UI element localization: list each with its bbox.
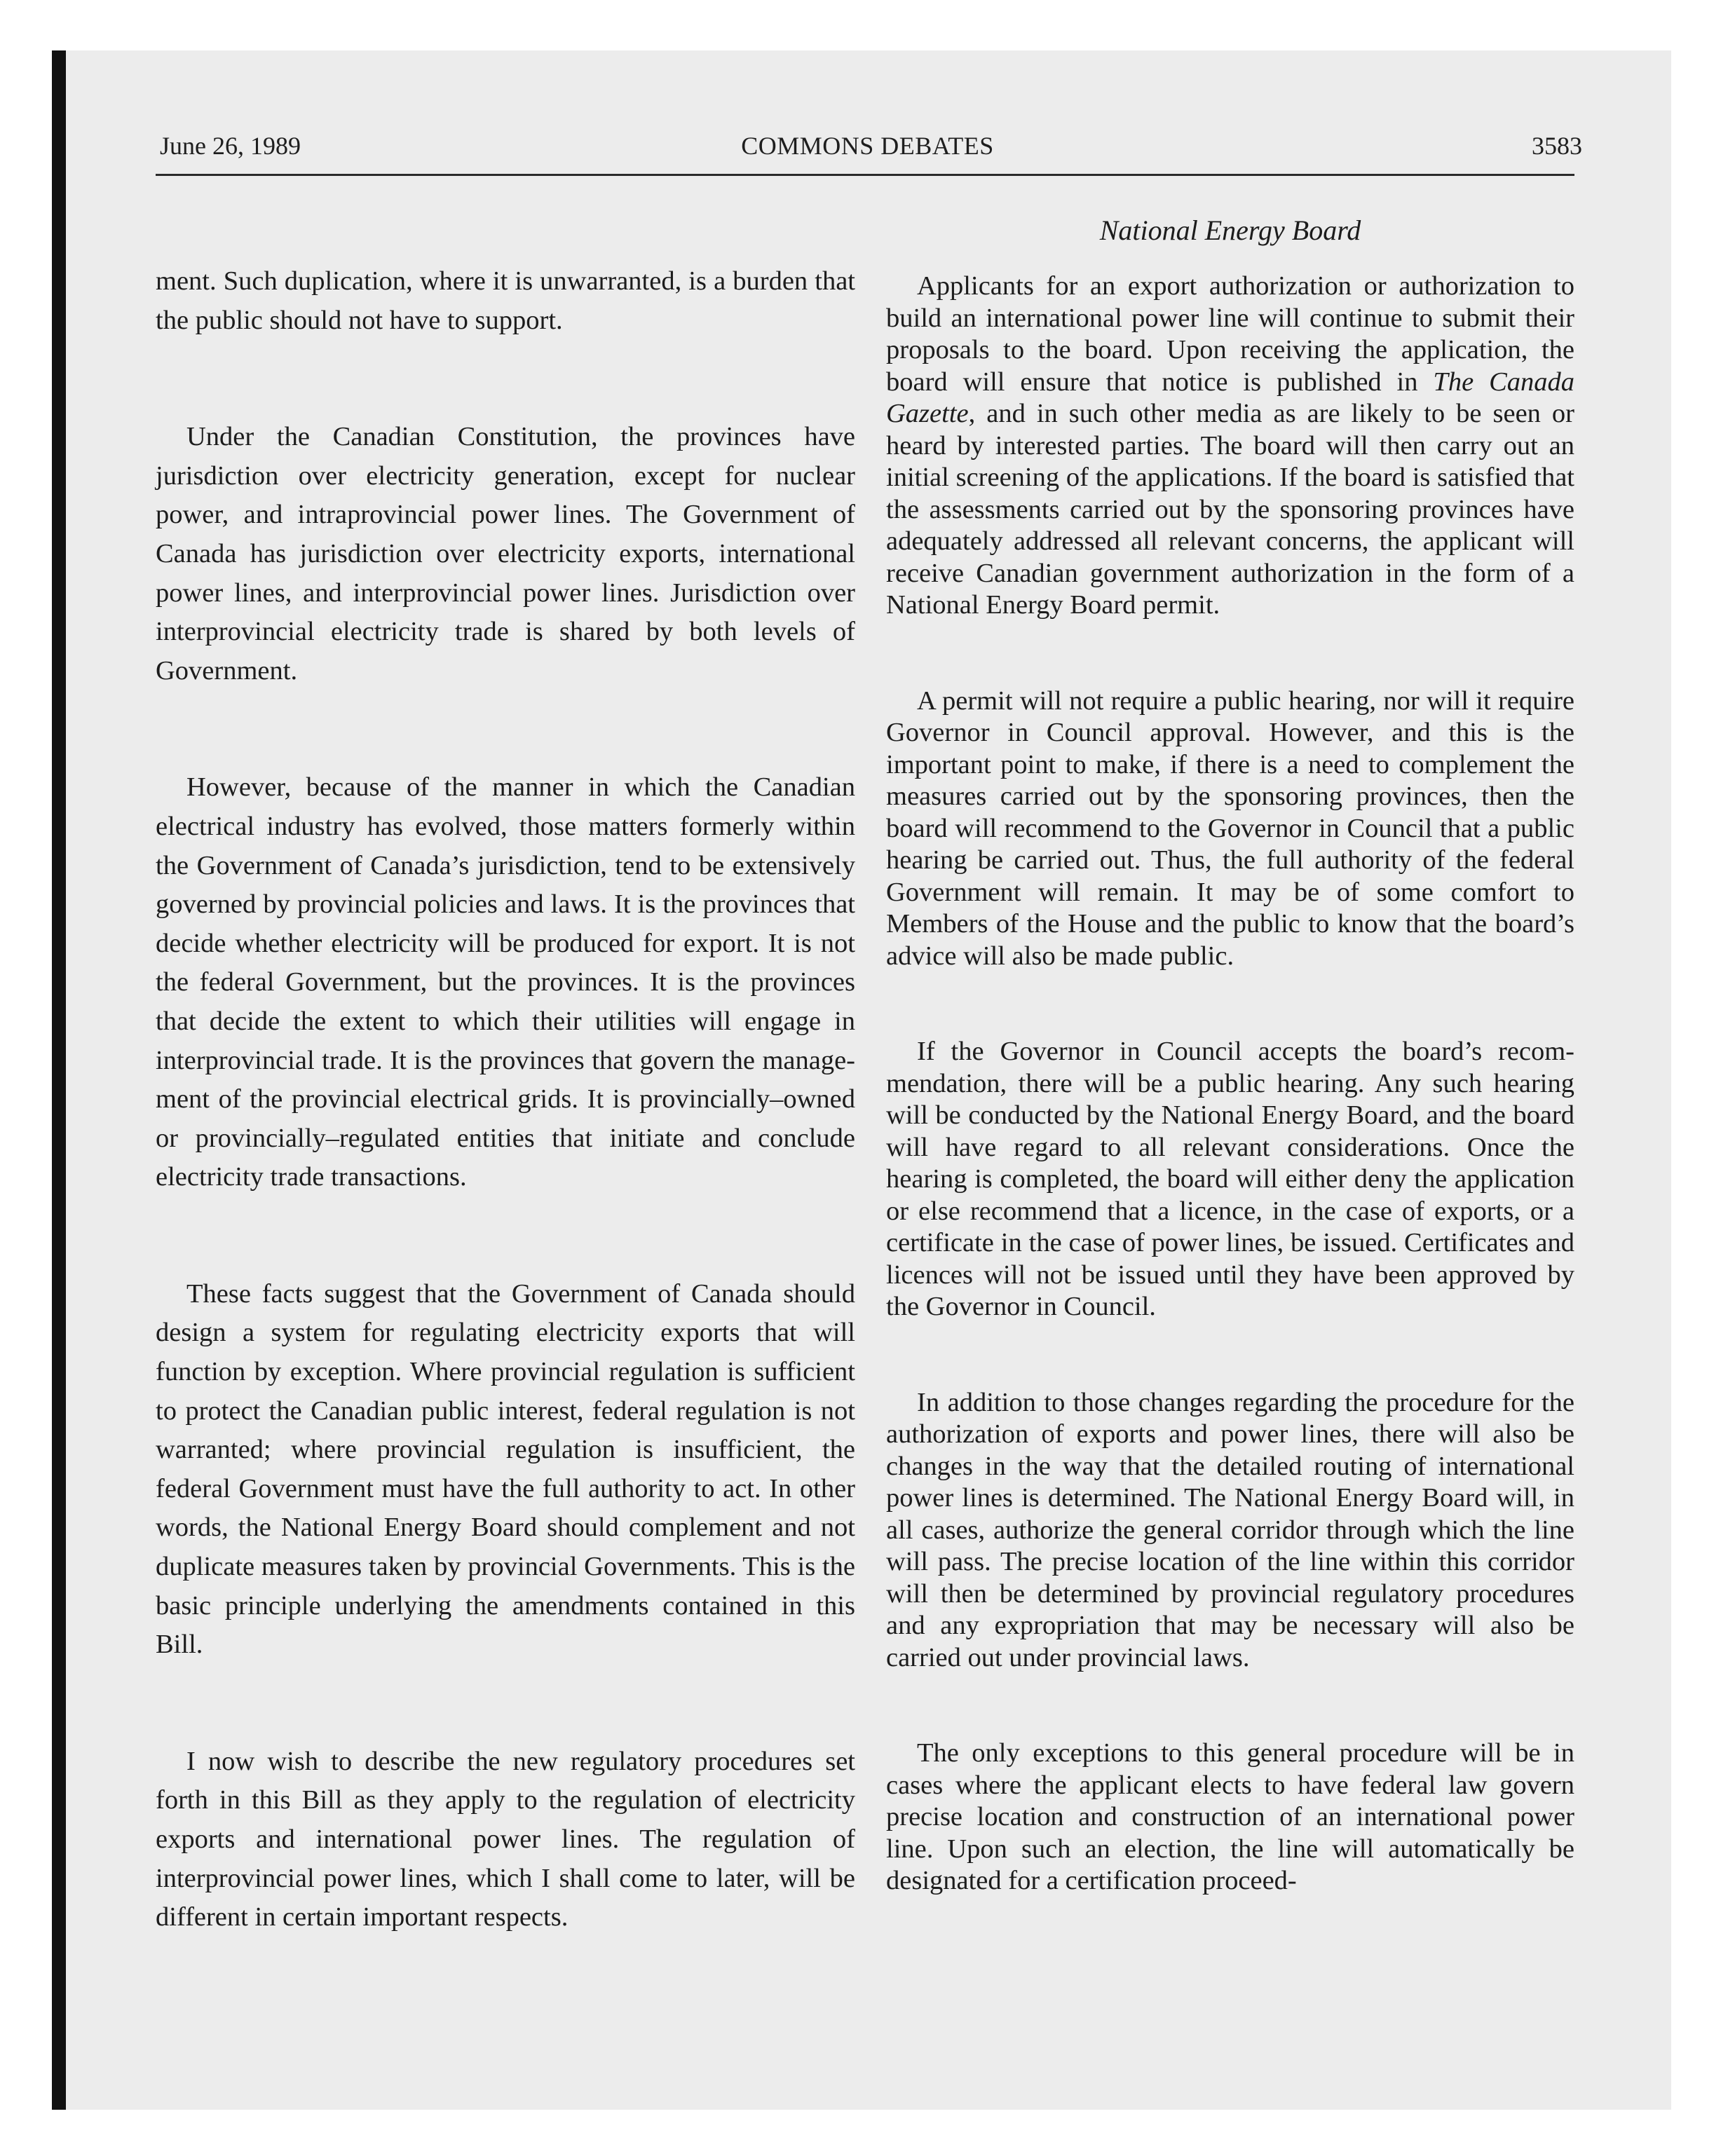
paragraph: I now wish to describe the new regulatory procedures set forth in this Bill as they apply to the regulation of electricity exports and international power lines. The regulation of interprovincial power lines, which I shall come to later, will be different in certain important respects. <box>156 1746 855 1932</box>
left-column <box>156 262 855 1937</box>
paragraph: However, because of the manner in which the Canadian electrical industry has evolved, those matters formerly within the Government of Canada’s jurisdiction, tend to be extensively governed by provincial policies and laws. It is the provinces that decide whether electricity will be produced for export. It is not the federal Government, but the provinces. It is the provinces that decide the extent to which their utilities will engage in interprovincial trade. It is the provinces that govern the management of the provincial electrical grids. It is provincially–owned or provincially–regulated entities that initiate and conclude electricity trade transactions. <box>156 772 855 1192</box>
paragraph: A permit will not require a public hearing, nor will it require Governor in Council approval. However, and this is the important point to make, if there is a need to complement the measures carried out by the sponsoring provinces, then the board will recommend to the Governor in Council that a public hearing be carried out. Thus, the full authority of the federal Government will remain. It may be of some comfort to Members of the House and the public to know that the board’s advice will also be made public. <box>886 685 1574 971</box>
running-header-title: COMMONS DEBATES <box>741 132 994 160</box>
paragraph: The only exceptions to this general procedure will be in cases where the applicant elects to have federal law govern precise location and construction of an international power line. Upon such an election, the line will automatically be designated for a certification proceed- <box>886 1738 1574 1895</box>
paragraph-text: , and in such other media as are likely to be seen or heard by interested parties. The board will then carry out an initial screening of the applications. If the board is satisfied that the assessments carried out by the sponsoring provinces have adequately addressed all relevant concerns, the applicant will receive Canadian government authorization in the form of a National Energy Board permit. <box>886 399 1574 620</box>
binding-edge-shadow <box>52 50 66 2110</box>
section-heading: National Energy Board <box>1099 214 1361 246</box>
running-header-date: June 26, 1989 <box>160 132 301 160</box>
paragraph <box>886 271 1574 622</box>
publication-title: The Canada Gazette <box>886 367 1575 428</box>
right-column <box>886 213 1574 1897</box>
paragraph: ment. Such duplication, where it is unwarranted, is a burden that the public should not have to support. <box>156 266 855 335</box>
page-number: 3583 <box>1532 132 1582 160</box>
paragraph: Under the Canadian Constitution, the provinces have jurisdiction over electricity generation, except for nuclear power, and intraprovincial power lines. The Government of Canada has jurisdiction over electricity exports, international power lines, and interprovincial power lines. Jurisdiction over interprovincial electricity trade is shared by both levels of Government. <box>156 422 855 685</box>
paragraph: If the Governor in Council accepts the board’s recommendation, there will be a public hearing. Any such hearing will be conducted by the National Energy Board, and the board will have regard to all relevant considerations. Once the hearing is completed, the board will either deny the application or else recommend that a licence, in the case of exports, or a certificate in the case of power lines, be issued. Certificates and licences will not be issued until they have been approved by the Governor in Council. <box>886 1037 1574 1321</box>
paragraph-text: Applicants for an export authorization or authorization to build an international power line will continue to submit their proposals to the board. Upon receiving the application, the board will ensure that notice is published in <box>886 271 1574 397</box>
header-rule <box>156 174 1574 176</box>
paragraph: These facts suggest that the Government of Canada should design a system for regulating electricity exports that will function by exception. Where provincial regulation is sufficient to protect the Canadian public interest, federal regulation is not warranted; where provincial regulation is insufficient, the federal Government must have the full authority to act. In other words, the National Energy Board should complement and not duplicate measures taken by provincial Governments. This is the basic principle underlying the amendments contained in this Bill. <box>156 1278 855 1660</box>
paragraph: In addition to those changes regarding the procedure for the authorization of exports and power lines, there will also be changes in the way that the detailed routing of international power lines is determined. The National Energy Board will, in all cases, authorize the general corridor through which the line will pass. The precise location of the line within this corridor will then be determined by provincial regulatory procedures and any expropriation that may be necessary will also be carried out under provincial laws. <box>886 1387 1574 1672</box>
